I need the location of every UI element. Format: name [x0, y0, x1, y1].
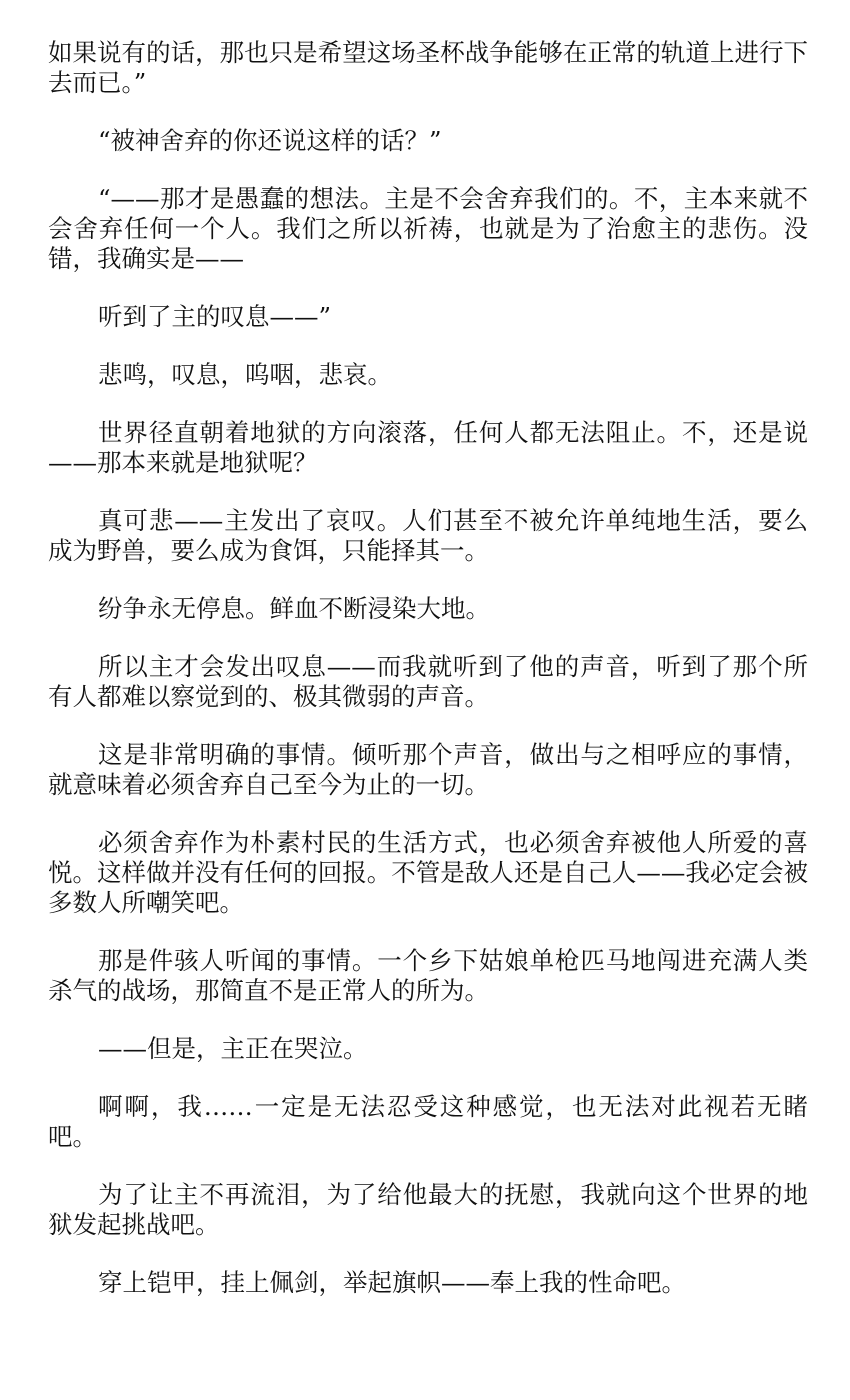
document-page: [48, 38, 808, 1326]
paragraph-9: 所以主才会发出叹息——而我就听到了他的声音，听到了那个所有人都难以察觉到的、极其微弱的声音。: [48, 652, 808, 711]
paragraph-4: 听到了主的叹息——”: [98, 302, 332, 331]
paragraph-5: 悲鸣，叹息，呜咽，悲哀。: [98, 360, 392, 389]
paragraph-12: 那是件骇人听闻的事情。一个乡下姑娘单枪匹马地闯进充满人类杀气的战场，那简直不是正常人的所为。: [48, 946, 808, 1005]
paragraph-10: 这是非常明确的事情。倾听那个声音，做出与之相呼应的事情，就意味着必须舍弃自己至今为止的一切。: [48, 740, 808, 799]
paragraph-11: 必须舍弃作为朴素村民的生活方式，也必须舍弃被他人所爱的喜悦。这样做并没有任何的回报。不管是敌人还是自己人——我必定会被多数人所嘲笑吧。: [48, 828, 808, 917]
paragraph-7: 真可悲——主发出了哀叹。人们甚至不被允许单纯地生活，要么成为野兽，要么成为食饵，只能择其一。: [48, 506, 808, 565]
paragraph-14: 啊啊，我……一定是无法忍受这种感觉，也无法对此视若无睹吧。: [48, 1092, 808, 1151]
paragraph-13: ——但是，主正在哭泣。: [98, 1034, 368, 1063]
paragraph-3: “——那才是愚蠢的想法。主是不会舍弃我们的。不，主本来就不会舍弃任何一个人。我们之所以祈祷，也就是为了治愈主的悲伤。没错，我确实是——: [48, 184, 808, 273]
paragraph-6: 世界径直朝着地狱的方向滚落，任何人都无法阻止。不，还是说——那本来就是地狱呢？: [48, 418, 808, 477]
paragraph-2: “被神舍弃的你还说这样的话？”: [98, 126, 442, 155]
paragraph-8: 纷争永无停息。鲜血不断浸染大地。: [98, 594, 490, 623]
paragraph-16: 穿上铠甲，挂上佩剑，举起旗帜——奉上我的性命吧。: [98, 1268, 686, 1297]
paragraph-1: 如果说有的话，那也只是希望这场圣杯战争能够在正常的轨道上进行下去而已。”: [48, 38, 808, 97]
paragraph-15: 为了让主不再流泪，为了给他最大的抚慰，我就向这个世界的地狱发起挑战吧。: [48, 1180, 808, 1239]
